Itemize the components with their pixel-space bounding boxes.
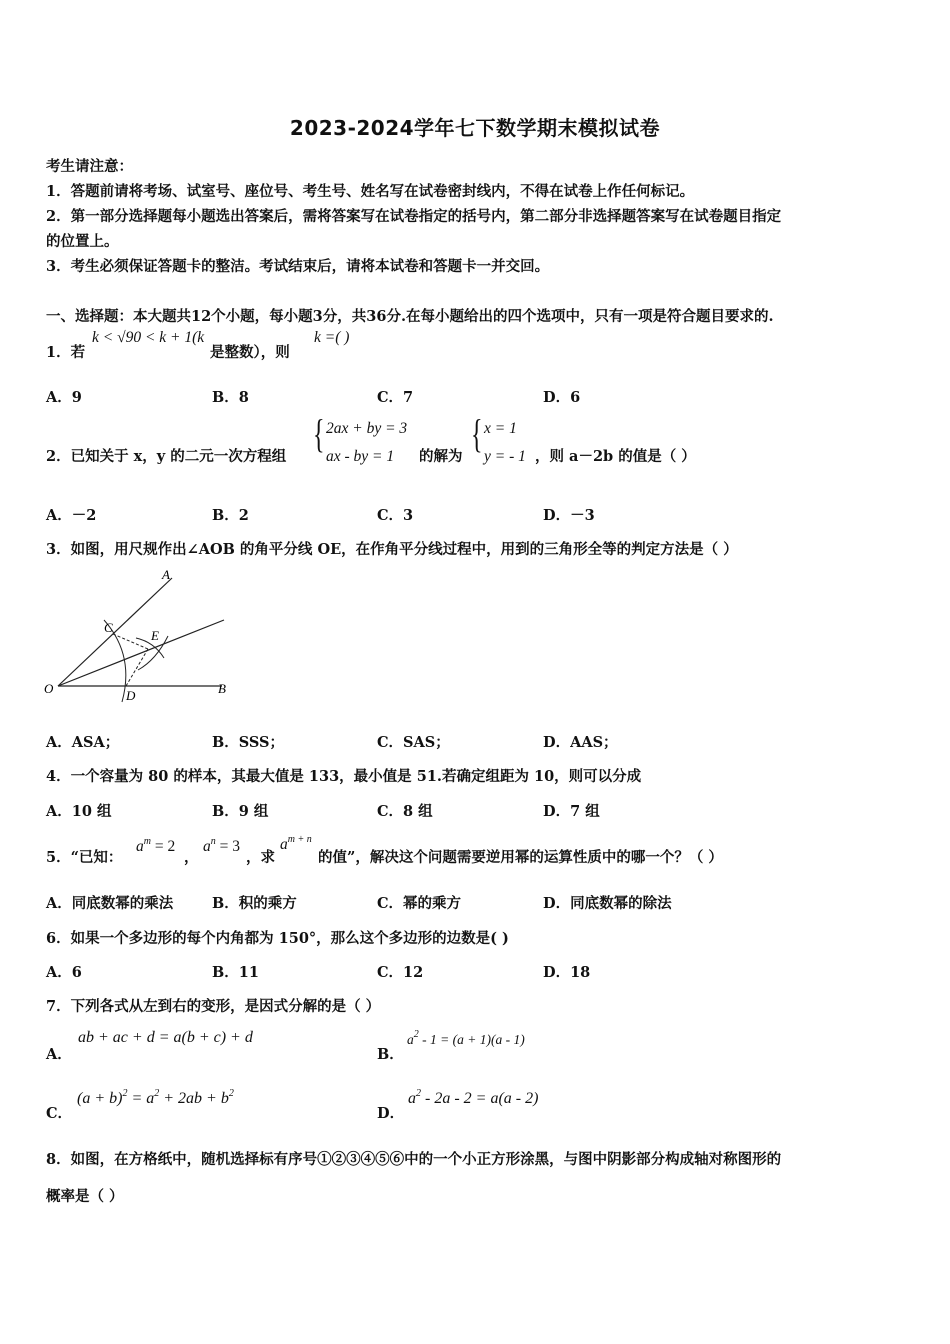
option-c: C． (46, 1105, 73, 1122)
q2-middle: 的解为 (419, 448, 463, 465)
q7-text: 7．下列各式从左到右的变形，是因式分解的是（ ） (46, 998, 381, 1015)
arc-near-c (136, 638, 164, 658)
label-o: O (44, 681, 54, 696)
q4-text: 4．一个容量为 80 的样本，其最大值是 133，最小值是 51.若确定组距为 10，则可以分成 (46, 768, 642, 785)
option-a: A．ASA； (46, 734, 120, 751)
option-b: B． (377, 1046, 404, 1063)
q6-text: 6．如果一个多边形的每个内角都为 150°，那么这个多边形的边数是( ) (46, 930, 509, 947)
q2-suffix: ，则 a－2b 的值是（ ） (535, 448, 696, 465)
q5-target: $a^{m + n}$ (280, 834, 312, 853)
q7-expr-a: ab + ac + d = a(b + c) + d (78, 1029, 253, 1046)
q5-ask: ，求 (246, 849, 275, 866)
brace-icon: { (471, 411, 483, 456)
option-c: C．7 (377, 389, 414, 406)
option-c: C．SAS； (377, 734, 450, 751)
option-b: B．9 组 (212, 803, 269, 820)
option-c: C．8 组 (377, 803, 433, 820)
option-a: A．同底数幂的乘法 (46, 895, 174, 912)
q7-expr-c: $(a + b)^2 = a^2 + 2ab + b^2$ (77, 1088, 234, 1107)
option-b: B．SSS； (212, 734, 285, 751)
section-heading: 一、选择题：本大题共12个小题，每小题3分，共36分.在每小题给出的四个选项中，只有一项是符合题目要求的. (46, 308, 774, 325)
option-a: A． (46, 1046, 72, 1063)
option-c: C．3 (377, 507, 414, 524)
notice-heading: 考生请注意： (46, 158, 133, 175)
notice-item: 1．答题前请将考场、试室号、座位号、考生号、姓名写在试卷密封线内，不得在试卷上作任何标记。 (46, 183, 695, 200)
notice-item: 的位置上。 (46, 233, 119, 250)
q2-eq1: 2ax + by = 3 (326, 420, 408, 437)
label-d: D (126, 688, 136, 703)
option-a: A．－2 (46, 507, 97, 524)
option-b: B．8 (212, 389, 249, 406)
angle-bisector-figure (40, 560, 240, 710)
option-a: A．10 组 (46, 803, 112, 820)
q2-prefix: 2．已知关于 x，y 的二元一次方程组 (46, 448, 287, 465)
q2-sol2: y = - 1 (484, 448, 526, 465)
page-title: 2023-2024学年七下数学期末模拟试卷 (289, 116, 661, 140)
q5-condition-2: $a^n = 3$ (203, 836, 240, 855)
q8-line-2: 概率是（ ） (46, 1188, 124, 1205)
option-b: B．2 (212, 507, 249, 524)
option-d: D．18 (543, 964, 591, 981)
q1-middle: 是整数），则 (210, 344, 290, 361)
ray-oe (58, 620, 224, 686)
q5-sep: ， (184, 849, 199, 866)
notice-item: 2．第一部分选择题每小题选出答案后，需将答案写在试卷指定的括号内，第二部分非选择题答案写在试卷题目指定 (46, 208, 782, 225)
q8-line-1: 8．如图，在方格纸中，随机选择标有序号①②③④⑤⑥中的一个小正方形涂黑，与图中阴影部分构成轴对称图形的 (46, 1151, 782, 1168)
option-d: D．同底数幂的除法 (543, 895, 672, 912)
option-a: A．9 (46, 389, 82, 406)
notice-item: 3．考生必须保证答题卡的整洁。考试结束后，请将本试卷和答题卡一并交回。 (46, 258, 550, 275)
option-a: A．6 (46, 964, 82, 981)
option-c: C．幂的乘方 (377, 895, 462, 912)
q7-expr-d: $a^2 - 2a - 2 = a(a - 2)$ (408, 1088, 539, 1107)
option-b: B．积的乘方 (212, 895, 297, 912)
q5-suffix: 的值”，解决这个问题需要逆用幂的运算性质中的哪一个？（ ） (318, 849, 723, 866)
q1-inequality: k < √90 < k + 1(k (92, 329, 205, 346)
q2-sol1: x = 1 (484, 420, 517, 437)
option-d: D．7 组 (543, 803, 600, 820)
option-d: D．AAS； (543, 734, 618, 751)
q5-condition-1: $a^m = 2$ (136, 836, 176, 855)
label-a: A (162, 567, 170, 582)
label-c: C (104, 620, 113, 635)
option-d: D．6 (543, 389, 581, 406)
option-b: B．11 (212, 964, 259, 981)
option-d: D． (377, 1105, 405, 1122)
option-d: D．－3 (543, 507, 595, 524)
brace-icon: { (313, 411, 325, 456)
q1-prefix: 1．若 (46, 344, 86, 361)
option-c: C．12 (377, 964, 424, 981)
q3-text: 3．如图，用尺规作出∠AOB 的角平分线 OE，在作角平分线过程中，用到的三角形全等的判定方法是（ ） (46, 541, 738, 558)
label-e: E (151, 628, 159, 643)
q1-ask: k =( ) (314, 329, 350, 346)
q7-expr-b: $a^2 - 1 = (a + 1)(a - 1)$ (407, 1029, 525, 1047)
q2-eq2: ax - by = 1 (326, 448, 395, 465)
label-b: B (218, 681, 226, 696)
q5-prefix: 5．“已知： (46, 849, 123, 866)
